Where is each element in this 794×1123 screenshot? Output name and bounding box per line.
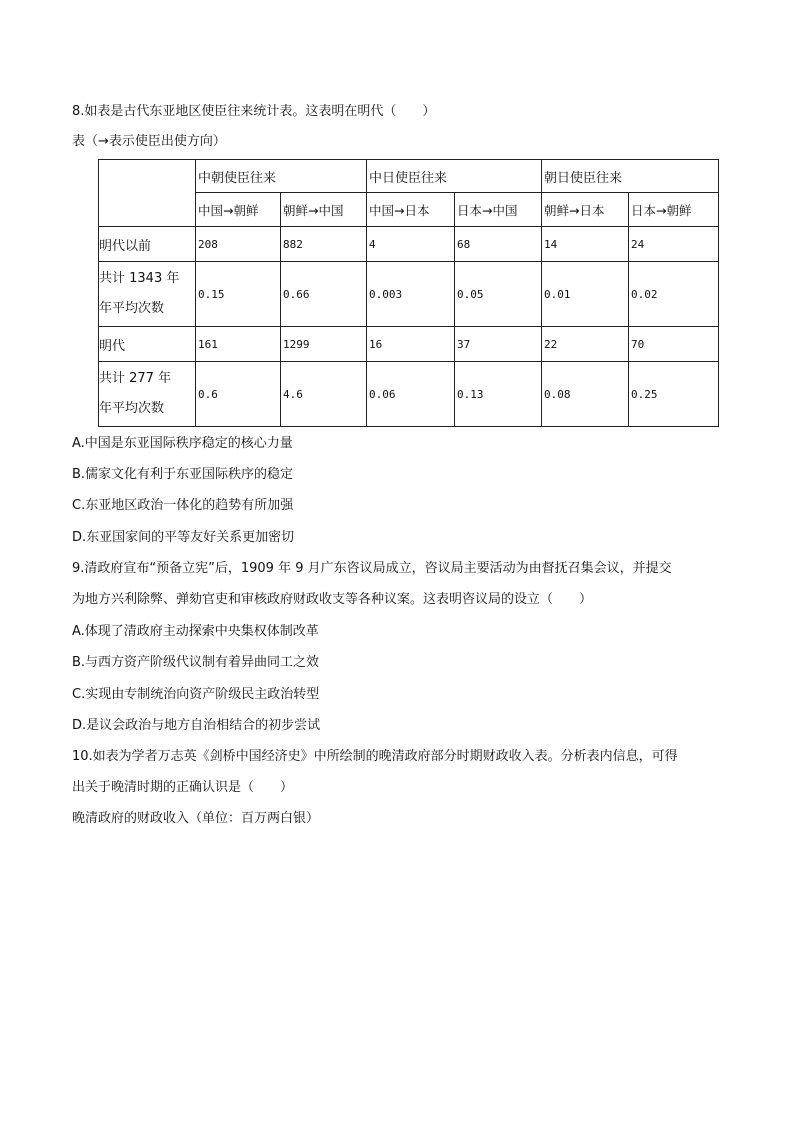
table-row-label bbox=[99, 262, 196, 327]
q9-option-b: B.与西方资产阶级代议制有着异曲同工之效 bbox=[72, 655, 320, 670]
q10-stem-line1: 10.如表为学者万志英《剑桥中国经济史》中所绘制的晚清政府部分时期财政收入表。分析表内信息，可得 bbox=[72, 749, 678, 764]
table-row bbox=[99, 262, 719, 327]
table-row-label bbox=[99, 362, 196, 427]
table-cell: 16 bbox=[367, 327, 455, 362]
table-direction-header: 日本→中国 bbox=[455, 193, 542, 227]
table-cell: 14 bbox=[542, 227, 629, 262]
table-direction-header: 中国→日本 bbox=[367, 193, 455, 227]
table-direction-header: 日本→朝鲜 bbox=[629, 193, 719, 227]
table-cell: 24 bbox=[629, 227, 719, 262]
q8-stem: 8.如表是古代东亚地区使臣往来统计表。这表明在明代（ ） bbox=[72, 104, 436, 119]
table-cell: 37 bbox=[455, 327, 542, 362]
table-header-row-groups bbox=[99, 160, 719, 193]
q8-option-a: A.中国是东亚国际秩序稳定的核心力量 bbox=[72, 436, 293, 451]
q10-table-caption: 晚清政府的财政收入（单位：百万两白银） bbox=[72, 811, 320, 826]
table-cell: 882 bbox=[281, 227, 367, 262]
table-row-label-line2: 年平均次数 bbox=[99, 401, 165, 416]
table-cell: 0.13 bbox=[455, 362, 542, 427]
table-cell: 4 bbox=[367, 227, 455, 262]
q9-option-a: A.体现了清政府主动探索中央集权体制改革 bbox=[72, 624, 319, 639]
q8-option-c: C.东亚地区政治一体化的趋势有所加强 bbox=[72, 498, 294, 513]
table-cell: 161 bbox=[196, 327, 281, 362]
table-direction-header: 朝鲜→日本 bbox=[542, 193, 629, 227]
table-cell: 22 bbox=[542, 327, 629, 362]
q9-option-d: D.是议会政治与地方自治相结合的初步尝试 bbox=[72, 718, 321, 733]
table-cell: 208 bbox=[196, 227, 281, 262]
table-cell: 0.01 bbox=[542, 262, 629, 327]
table-cell: 4.6 bbox=[281, 362, 367, 427]
table-row bbox=[99, 362, 719, 427]
table-cell: 0.05 bbox=[455, 262, 542, 327]
table-cell: 70 bbox=[629, 327, 719, 362]
table-row-label-line1: 共计 1343 年 bbox=[99, 271, 180, 286]
q9-option-c: C.实现由专制统治向资产阶级民主政治转型 bbox=[72, 687, 320, 702]
table-cell: 0.08 bbox=[542, 362, 629, 427]
table-cell: 0.02 bbox=[629, 262, 719, 327]
table-row-label: 明代 bbox=[99, 327, 196, 362]
table-cell: 0.66 bbox=[281, 262, 367, 327]
table-cell: 1299 bbox=[281, 327, 367, 362]
q8-table-caption: 表（→表示使臣出使方向） bbox=[72, 134, 226, 149]
table-direction-header: 中国→朝鲜 bbox=[196, 193, 281, 227]
table-group-header: 中日使臣往来 bbox=[367, 160, 542, 193]
table-corner-cell bbox=[99, 160, 196, 227]
table-cell: 68 bbox=[455, 227, 542, 262]
table-cell: 0.25 bbox=[629, 362, 719, 427]
table-direction-header: 朝鲜→中国 bbox=[281, 193, 367, 227]
table-group-header: 中朝使臣往来 bbox=[196, 160, 367, 193]
envoy-statistics-table bbox=[98, 159, 719, 427]
table-row-label: 明代以前 bbox=[99, 227, 196, 262]
table-cell: 0.06 bbox=[367, 362, 455, 427]
q9-stem-line1: 9.清政府宣布“预备立宪”后，1909 年 9 月广东咨议局成立，咨议局主要活动为由督抚召集会议，并提交 bbox=[72, 561, 672, 576]
q10-stem-line2: 出关于晚清时期的正确认识是（ ） bbox=[72, 780, 294, 795]
table-row bbox=[99, 327, 719, 362]
table-group-header: 朝日使臣往来 bbox=[542, 160, 719, 193]
q9-stem-line2: 为地方兴利除弊、弹劾官吏和审核政府财政收支等各种议案。这表明咨议局的设立（ ） bbox=[72, 592, 593, 607]
table-cell: 0.6 bbox=[196, 362, 281, 427]
table-row bbox=[99, 227, 719, 262]
table-cell: 0.003 bbox=[367, 262, 455, 327]
table-row-label-line1: 共计 277 年 bbox=[99, 371, 172, 386]
q8-option-d: D.东亚国家间的平等友好关系更加密切 bbox=[72, 530, 295, 545]
table-row-label-line2: 年平均次数 bbox=[99, 301, 165, 316]
table-cell: 0.15 bbox=[196, 262, 281, 327]
q8-option-b: B.儒家文化有利于东亚国际秩序的稳定 bbox=[72, 467, 294, 482]
